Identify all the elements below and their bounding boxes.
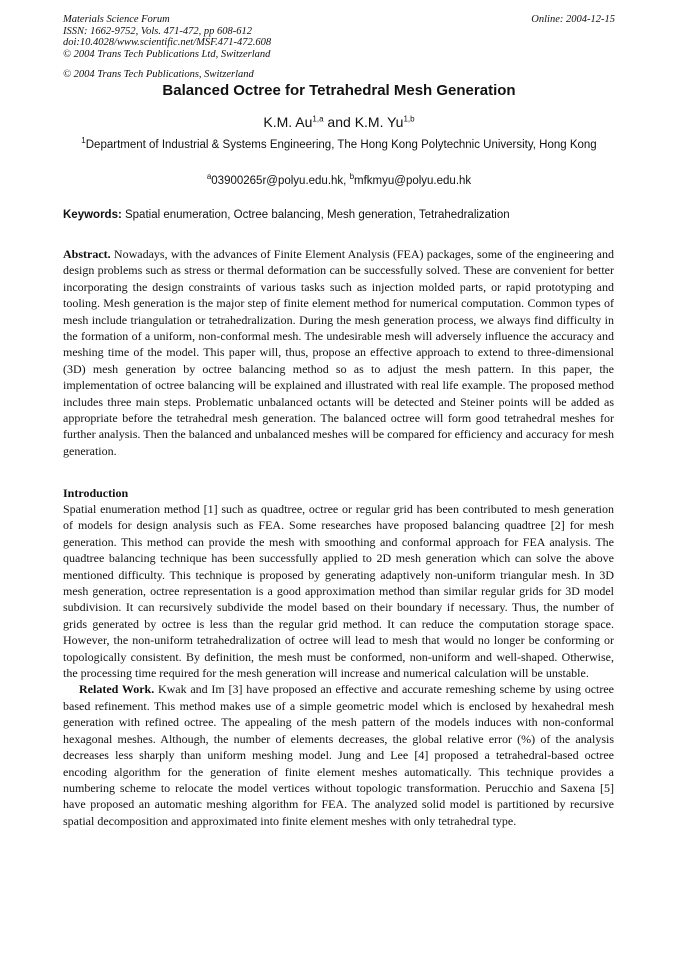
keywords-text: Spatial enumeration, Octree balancing, Mesh generation, Tetrahedralization	[121, 209, 510, 221]
affiliation	[63, 138, 615, 153]
email-superscript: b	[349, 172, 355, 182]
author-emails	[0, 172, 678, 187]
abstract	[63, 246, 614, 459]
email-separator: ,	[343, 175, 350, 187]
paragraph-lead: Related Work.	[79, 682, 155, 697]
author-name: K.M. Au	[263, 114, 313, 130]
doi-line[interactable]: doi:10.4028/www.scientific.net/MSF.471-472.608	[63, 37, 272, 48]
paper-title: Balanced Octree for Tetrahedral Mesh Generation	[162, 82, 516, 99]
copyright-line: © 2004 Trans Tech Publications Ltd, Switzerland	[63, 48, 271, 60]
copyright-notice: © 2004 Trans Tech Publications, Switzerland	[63, 69, 254, 80]
email-link[interactable]: 03900265r@polyu.edu.hk	[211, 175, 344, 187]
journal-name: Materials Science Forum	[63, 14, 170, 25]
online-date: Online: 2004-12-15	[531, 14, 615, 25]
introduction-section	[63, 485, 614, 829]
author-name: K.M. Yu	[354, 114, 404, 130]
section-heading: Introduction	[63, 486, 129, 500]
keywords	[63, 209, 615, 221]
abstract-text: Nowadays, with the advances of Finite Element Analysis (FEA) packages, some of the engineering and design problems such as stress or thermal deformation can be successfully solved. These are convenient for better incorporating the design constraints of various tasks such as injection molded parts, or rapid prototyping and tooling. Mesh generation is the major step of finite element method for numerical computation. Common types of mesh include triangulation or tetrahedralization. During the mesh generation process, we always find difficulty in the formation of a uniform, non-conformal mesh. The undesirable mesh will adversely influence the accuracy and meshing time of the model. This paper will, thus, propose an effective approach to extend to three-dimensional (3D) mesh generation by octree balancing method so as to adjust the mesh pattern. In this paper, the implementation of octree balancing will be explained and illustrated with real life example. The proposed method includes three main steps. Problematic unbalanced octants will be detected and Steiner points will be added as appropriate before the tetrahedral mesh generation. The balanced octree will form good tetrahedral meshes for further analysis. Then the balanced and unbalanced meshes will be compared for efficiency and accuracy for mesh generation.	[63, 247, 614, 458]
abstract-label: Abstract.	[63, 247, 111, 261]
paragraph-text: Kwak and Im [3] have proposed an effective and accurate remeshing scheme by using octree based refinement. This method makes use of a simple geometric model which is enclosed by hexahedral mesh generation with refined octree. The appealing of the mesh pattern of the models induces with non-conformal hexagonal meshes. Although, the number of elements decreases, the global relative error (%) of the analysis decreases less sharply than uniform meshing model. Jung and Lee [4] proposed a tetrahedral-based octree encoding algorithm for the generation of finite element meshes automatically. This technique provides a numbering scheme to relocate the model vertices without topologic transformation. Perucchio and Saxena [5] have proposed an automatic meshing algorithm for FEA. The analyzed solid model is partitioned by recursive spatial decomposition and approximated into finite element meshes with only tetrahedral type.	[63, 682, 615, 828]
author-line	[0, 114, 678, 130]
author-superscript: 1,a	[312, 114, 324, 124]
affiliation-text: Department of Industrial & Systems Engineering, The Hong Kong Polytechnic University, Hong Kong	[85, 139, 597, 151]
author-conjunction: and	[323, 114, 355, 130]
paragraph	[63, 681, 614, 829]
affiliation-superscript: 1	[81, 136, 86, 146]
email-superscript: a	[206, 172, 212, 182]
publication-info	[63, 14, 271, 60]
email-link[interactable]: mfkmyu@polyu.edu.hk	[354, 175, 472, 187]
issn-line: ISSN: 1662-9752, Vols. 471-472, pp 608-612	[63, 25, 252, 37]
paragraph: Spatial enumeration method [1] such as quadtree, octree or regular grid has been contributed to mesh generation of models for design analysis such as FEA. Some researches have proposed balancing quadtree [2] for mesh generation. This method can provide the mesh with smoothing and conformal approach for FEA analysis. The quadtree balancing technique has been successfully applied to 2D mesh generation which can solve the above mentioned difficulty. This technique is proposed by generating adaptively non-uniform triangular mesh. In 3D mesh generation, octree representation is a good approximation method than similar regular grids for 3D model subdivision. It can recursively subdivide the model based on their boundary if necessary. Thus, the number of grids generated by octree is less than the regular grid method. It can reduce the computation storage space. However, the non-uniform tetrahedralization of octree will lead to mesh that would no longer be conforming or topologically consistent. By definition, the mesh must be conformed, non-uniform and well-shaped. Otherwise, the processing time required for the mesh generation will increase and numerical calculation will be unstable.	[63, 502, 614, 681]
author-superscript: 1,b	[403, 114, 415, 124]
keywords-label: Keywords:	[63, 209, 122, 221]
